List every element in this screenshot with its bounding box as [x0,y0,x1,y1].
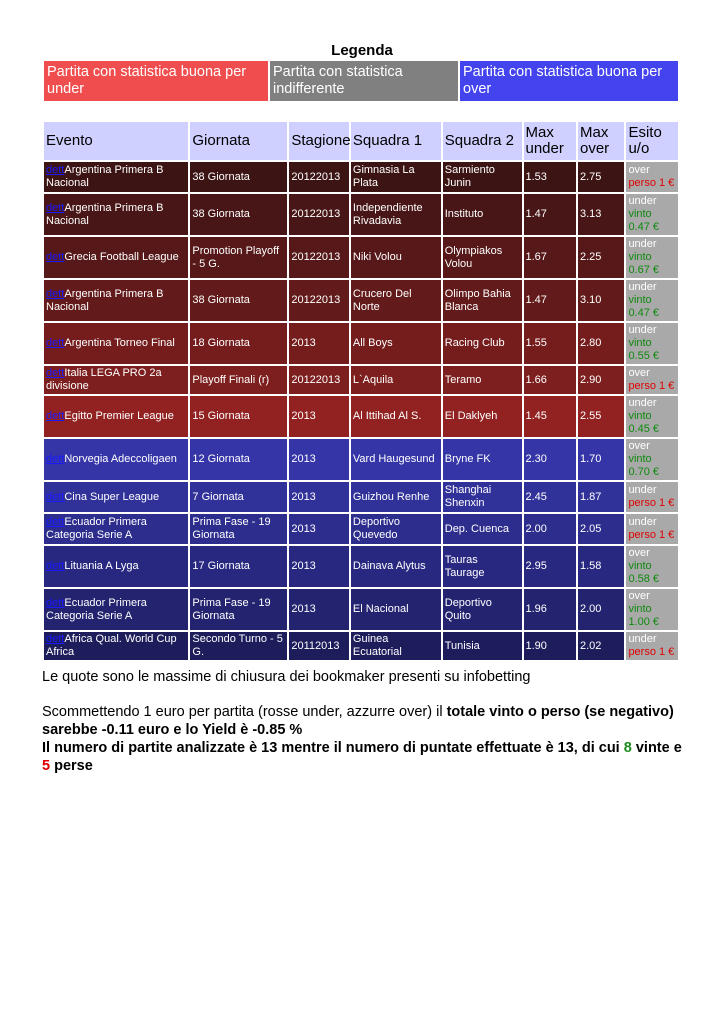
cell-evento [44,514,188,544]
table-body [44,162,678,660]
cell-over: 2.80 [578,323,624,364]
wins-suffix: vinte e [631,740,682,756]
table-row [44,323,678,364]
cell-over: 2.55 [578,396,624,437]
events-table [42,120,680,662]
table-row [44,482,678,512]
cell-esito [626,514,678,544]
esito-result: vinto 0.58 € [628,560,660,585]
cell-esito [626,194,678,235]
cell-giornata: Secondo Turno - 5 G. [190,632,287,660]
cell-under: 1.53 [524,162,577,192]
table-row [44,396,678,437]
detail-link[interactable]: dett [46,490,65,503]
cell-under: 1.67 [524,237,577,278]
esito-result: perso 1 € [628,529,675,541]
esito-result: vinto 0.70 € [628,453,660,478]
cell-under: 2.95 [524,546,577,587]
cell-squadra2: Sarmiento Junin [443,162,522,192]
legend-title: Legenda [331,42,393,59]
cell-under: 1.90 [524,632,577,660]
wins-count: 8 [623,740,632,756]
table-row [44,162,678,192]
table-row [44,514,678,544]
esito-type: under [628,238,657,250]
cell-esito [626,280,678,321]
table-row [44,589,678,630]
cell-squadra2: Tauras Taurage [443,546,522,587]
cell-esito [626,237,678,278]
cell-evento [44,366,188,394]
column-header: Max under [524,122,577,160]
notes [42,668,687,775]
cell-squadra1: El Nacional [351,589,441,630]
cell-evento [44,546,188,587]
esito-type: over [628,590,650,602]
cell-stagione: 2013 [289,546,349,587]
detail-link[interactable]: dett [46,164,65,176]
summary-normal: Scommettendo 1 euro per partita (rosse under, azzurre over) il [42,704,447,720]
event-name: Ecuador Primera Categoria Serie A [46,596,147,622]
esito-type: under [628,516,657,528]
esito-type: under [628,281,657,293]
cell-squadra2: Olympiakos Volou [443,237,522,278]
cell-evento [44,162,188,192]
table-row [44,546,678,587]
cell-squadra2: Tunisia [443,632,522,660]
cell-over: 3.10 [578,280,624,321]
cell-giornata: 38 Giornata [190,162,287,192]
cell-stagione: 2013 [289,482,349,512]
detail-link[interactable]: dett [46,337,65,349]
cell-esito [626,162,678,192]
esito-result: vinto 0.47 € [628,294,660,319]
column-header: Esito u/o [626,122,678,160]
cell-stagione: 2013 [289,514,349,544]
cell-squadra1: Guinea Ecuatorial [351,632,441,660]
event-name: Cina Super League [64,490,160,503]
cell-under: 1.47 [524,194,577,235]
cell-squadra1: Independiente Rivadavia [351,194,441,235]
cell-under: 1.66 [524,366,577,394]
cell-evento [44,323,188,364]
cell-evento [44,280,188,321]
cell-squadra1: Vard Haugesund [351,439,441,480]
cell-giornata: 7 Giornata [190,482,287,512]
cell-evento [44,237,188,278]
cell-giornata: Prima Fase - 19 Giornata [190,589,287,630]
esito-result: perso 1 € [628,380,675,392]
cell-esito [626,323,678,364]
event-name: Norvegia Adeccoligaen [64,453,177,465]
cell-over: 1.70 [578,439,624,480]
cell-under: 2.45 [524,482,577,512]
event-name: Argentina Primera B Nacional [46,164,164,189]
cell-stagione: 2013 [289,323,349,364]
detail-link[interactable]: dett [46,251,65,263]
summary-bold: totale vinto o perso (se negativo) sarebbe -0.11 euro e lo Yield è -0.85 % [42,704,674,738]
cell-evento [44,632,188,660]
cell-giornata: 38 Giornata [190,194,287,235]
cell-esito [626,632,678,660]
esito-type: over [628,367,650,379]
esito-type: under [628,484,657,496]
event-name: Argentina Primera B Nacional [46,201,164,227]
table-header-row [44,122,678,160]
cell-squadra2: Olimpo Bahia Blanca [443,280,522,321]
table-row [44,439,678,480]
detail-link[interactable]: dett [46,287,65,300]
losses-suffix: perse [50,758,93,774]
cell-giornata: 15 Giornata [190,396,287,437]
detail-link[interactable]: dett [46,367,65,379]
cell-stagione: 20122013 [289,237,349,278]
cell-squadra2: Bryne FK [443,439,522,480]
legend-over: Partita con statistica buona per over [460,61,678,101]
cell-esito [626,439,678,480]
cell-stagione: 2013 [289,589,349,630]
quote-note: Le quote sono le massime di chiusura dei bookmaker presenti su infobetting [42,669,531,685]
event-name: Grecia Football League [64,251,179,263]
table-row [44,366,678,394]
esito-result: vinto 0.45 € [628,410,660,435]
cell-under: 1.55 [524,323,577,364]
cell-squadra1: Deportivo Quevedo [351,514,441,544]
esito-type: over [628,547,650,559]
cell-evento [44,482,188,512]
cell-esito [626,546,678,587]
cell-over: 1.87 [578,482,624,512]
cell-squadra2: Teramo [443,366,522,394]
cell-over: 2.25 [578,237,624,278]
cell-evento [44,194,188,235]
cell-squadra1: Niki Volou [351,237,441,278]
cell-evento [44,396,188,437]
cell-esito [626,396,678,437]
cell-squadra2: Dep. Cuenca [443,514,522,544]
legend [44,61,678,101]
cell-stagione: 20122013 [289,366,349,394]
cell-evento [44,439,188,480]
cell-squadra1: Gimnasia La Plata [351,162,441,192]
esito-type: under [628,195,657,207]
cell-giornata: 38 Giornata [190,280,287,321]
cell-stagione: 20122013 [289,280,349,321]
legend-under: Partita con statistica buona per under [44,61,268,101]
esito-type: under [628,397,657,409]
count-note [42,739,687,775]
cell-over: 2.05 [578,514,624,544]
cell-under: 1.47 [524,280,577,321]
cell-esito [626,589,678,630]
cell-over: 2.75 [578,162,624,192]
legend-indifferent: Partita con statistica indifferente [270,61,458,101]
cell-giornata: 12 Giornata [190,439,287,480]
cell-squadra1: All Boys [351,323,441,364]
detail-link[interactable]: dett [46,633,65,645]
table-row [44,237,678,278]
cell-over: 3.13 [578,194,624,235]
cell-giornata: 18 Giornata [190,323,287,364]
cell-under: 1.96 [524,589,577,630]
table-row [44,280,678,321]
cell-esito [626,482,678,512]
cell-over: 2.00 [578,589,624,630]
cell-squadra1: Al Ittihad Al S. [351,396,441,437]
cell-over: 1.58 [578,546,624,587]
event-name: Egitto Premier League [64,410,174,422]
esito-type: under [628,633,657,645]
cell-squadra2: Shanghai Shenxin [443,482,522,512]
detail-link[interactable]: dett [46,596,65,609]
esito-result: vinto 1.00 € [628,603,660,628]
cell-squadra1: Crucero Del Norte [351,280,441,321]
esito-result: vinto 0.67 € [628,251,660,276]
event-name: Africa Qual. World Cup Africa [46,633,177,658]
cell-squadra2: El Daklyeh [443,396,522,437]
table-row [44,632,678,660]
esito-type: over [628,440,650,452]
esito-result: perso 1 € [628,497,675,509]
column-header: Evento [44,122,188,160]
cell-under: 2.30 [524,439,577,480]
cell-under: 2.00 [524,514,577,544]
esito-type: over [628,164,650,176]
esito-result: perso 1 € [628,646,675,658]
cell-giornata: Promotion Playoff - 5 G. [190,237,287,278]
detail-link[interactable]: dett [46,410,65,422]
cell-over: 2.02 [578,632,624,660]
column-header: Giornata [190,122,287,160]
cell-esito [626,366,678,394]
cell-stagione: 20122013 [289,194,349,235]
summary-note [42,703,687,739]
cell-squadra2: Instituto [443,194,522,235]
losses-count: 5 [42,758,51,774]
event-name: Ecuador Primera Categoria Serie A [46,516,147,541]
cell-squadra2: Racing Club [443,323,522,364]
count-prefix: Il numero di partite analizzate è 13 mentre il numero di puntate effettuate è 13, di cui [42,740,624,756]
event-name: Italia LEGA PRO 2a divisione [46,367,162,392]
cell-giornata: 17 Giornata [190,546,287,587]
cell-giornata: Prima Fase - 19 Giornata [190,514,287,544]
event-name: Argentina Primera B Nacional [46,287,164,313]
cell-evento [44,589,188,630]
cell-squadra1: L`Aquila [351,366,441,394]
detail-link[interactable]: dett [46,453,65,465]
esito-result: perso 1 € [628,177,675,189]
detail-link[interactable]: dett [46,516,65,528]
column-header: Stagione [289,122,349,160]
cell-squadra1: Dainava Alytus [351,546,441,587]
column-header: Max over [578,122,624,160]
event-name: Lituania A Lyga [64,560,139,572]
cell-giornata: Playoff Finali (r) [190,366,287,394]
esito-result: vinto 0.55 € [628,337,660,362]
cell-stagione: 20122013 [289,162,349,192]
cell-squadra1: Guizhou Renhe [351,482,441,512]
esito-type: under [628,324,657,336]
detail-link[interactable]: dett [46,560,65,572]
column-header: Squadra 1 [351,122,441,160]
cell-under: 1.45 [524,396,577,437]
table-row [44,194,678,235]
cell-stagione: 20112013 [289,632,349,660]
cell-over: 2.90 [578,366,624,394]
event-name: Argentina Torneo Final [64,337,175,349]
cell-squadra2: Deportivo Quito [443,589,522,630]
cell-stagione: 2013 [289,396,349,437]
column-header: Squadra 2 [443,122,522,160]
cell-stagione: 2013 [289,439,349,480]
detail-link[interactable]: dett [46,201,65,214]
esito-result: vinto 0.47 € [628,208,660,233]
